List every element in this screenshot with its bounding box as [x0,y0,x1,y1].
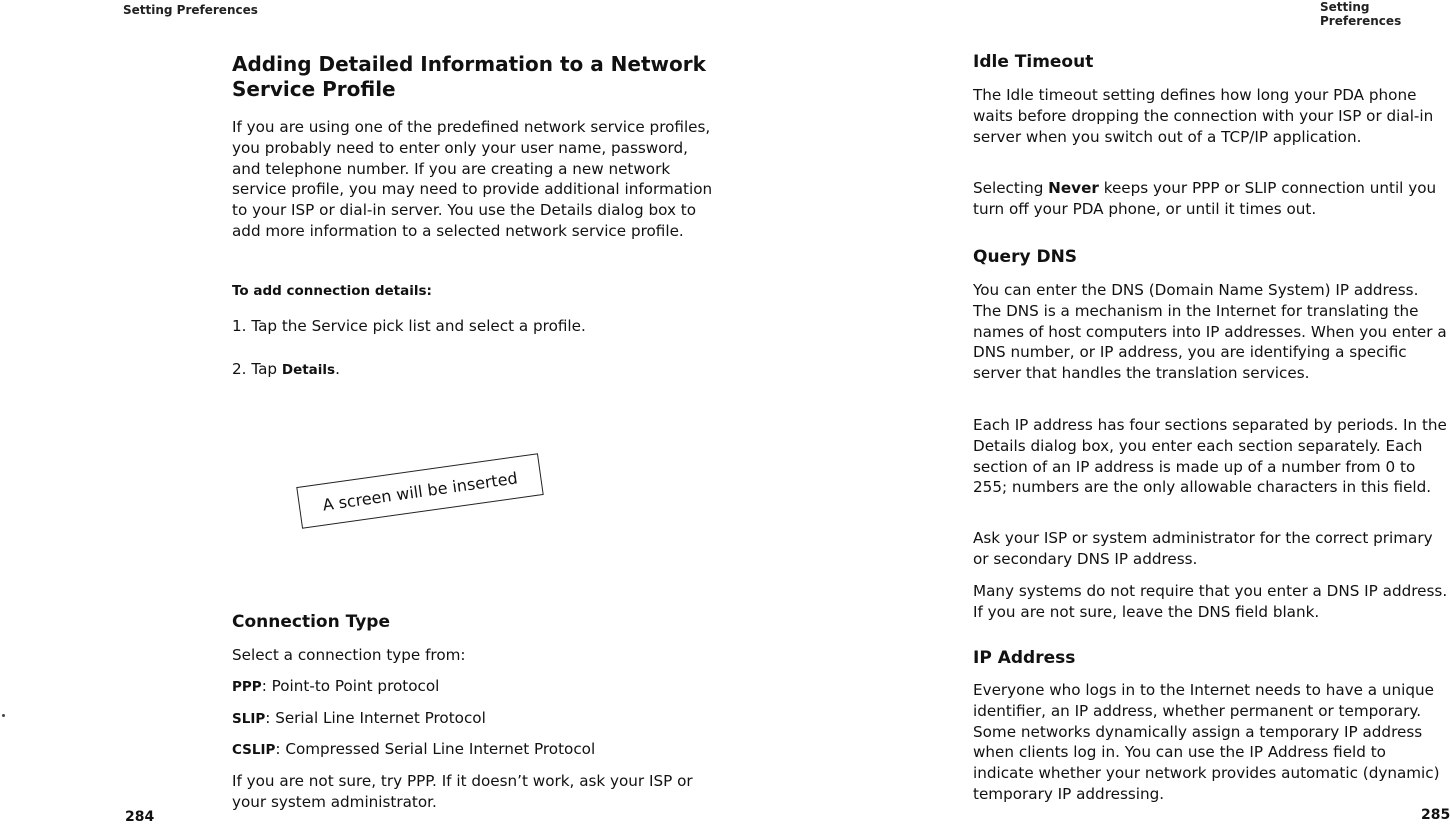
intro-paragraph: If you are using one of the predefined network service profiles, you probably need to enter only your user name, password, and telephone number. If you are creating a new network service profile, you may need to provide additional information to your ISP or dial-in server. You use the Details dialog box to add more information to a selected network service profile. [232,118,713,240]
step-2-bold: Details [281,362,336,378]
step-1 [232,316,586,337]
idle-timeout-p2-post: keeps your PPP or SLIP connection until you turn off your PDA phone, or until it times out. [973,179,1437,218]
screen-placeholder: A screen will be inserted [296,453,543,529]
desc-slip: : Serial Line Internet Protocol [265,709,486,727]
connection-type-closing: If you are not sure, try PPP. If it doesn’t work, ask your ISP or your system administrator. [232,772,693,811]
query-dns-p1: You can enter the DNS (Domain Name System) IP address. The DNS is a mechanism in the Internet for translating the names of host computers into IP addresses. When you enter a DNS number, or IP address, you are identifying a specific server that handles the translation services. [973,281,1447,383]
procedure-title: To add connection details: [232,283,432,299]
term-ppp: PPP [232,679,262,695]
scan-speck [2,714,5,717]
step-1-text: 1. Tap the Service pick list and select a profile. [232,317,586,335]
connection-type-heading: Connection Type [232,612,390,632]
idle-timeout-never: Never [1048,179,1099,197]
idle-timeout-p1: The Idle timeout setting defines how long your PDA phone waits before dropping the connection with your ISP or dial-in server when you switch out of a TCP/IP application. [973,86,1434,146]
right-running-head: Setting Preferences [1320,0,1402,28]
left-running-head: Setting Preferences [123,3,258,17]
idle-timeout-heading: Idle Timeout [973,52,1094,72]
connection-item-cslip [232,739,595,761]
query-dns-heading: Query DNS [973,247,1078,267]
term-slip: SLIP [232,711,266,727]
desc-ppp: : Point-to Point protocol [261,677,440,695]
step-2 [232,359,340,381]
step-2-text: 2. Tap [232,360,282,378]
idle-timeout-p2 [973,178,1449,220]
term-cslip: CSLIP [232,742,276,758]
left-page-number: 284 [125,809,155,825]
idle-timeout-p2-pre: Selecting [973,179,1049,197]
desc-cslip: : Compressed Serial Line Internet Protocol [275,740,596,758]
step-2-suffix: . [335,360,340,378]
query-dns-p3: Ask your ISP or system administrator for the correct primary or secondary DNS IP address. [973,529,1433,568]
ip-address-heading: IP Address [973,648,1076,668]
connection-item-ppp [232,676,439,698]
connection-type-intro: Select a connection type from: [232,646,466,664]
connection-item-slip [232,708,486,730]
ip-address-p1: Everyone who logs in to the Internet needs to have a unique identifier, an IP address, whether permanent or temporary. Some networks dynamically assign a temporary IP address when clients log in. You can use the IP Address field to indicate whether your network provides automatic (dynamic) temporary IP addressing. [973,681,1440,803]
query-dns-p4: Many systems do not require that you enter a DNS IP address. If you are not sure, leave the DNS field blank. [973,582,1448,621]
query-dns-p2: Each IP address has four sections separated by periods. In the Details dialog box, you enter each section separately. Each section of an IP address is made up of a number from 0 to 255; numbers are the only allowable characters in this field. [973,416,1447,497]
left-page-heading: Adding Detailed Information to a Network Service Profile [232,52,706,101]
right-page-number: 285 [1421,807,1450,823]
